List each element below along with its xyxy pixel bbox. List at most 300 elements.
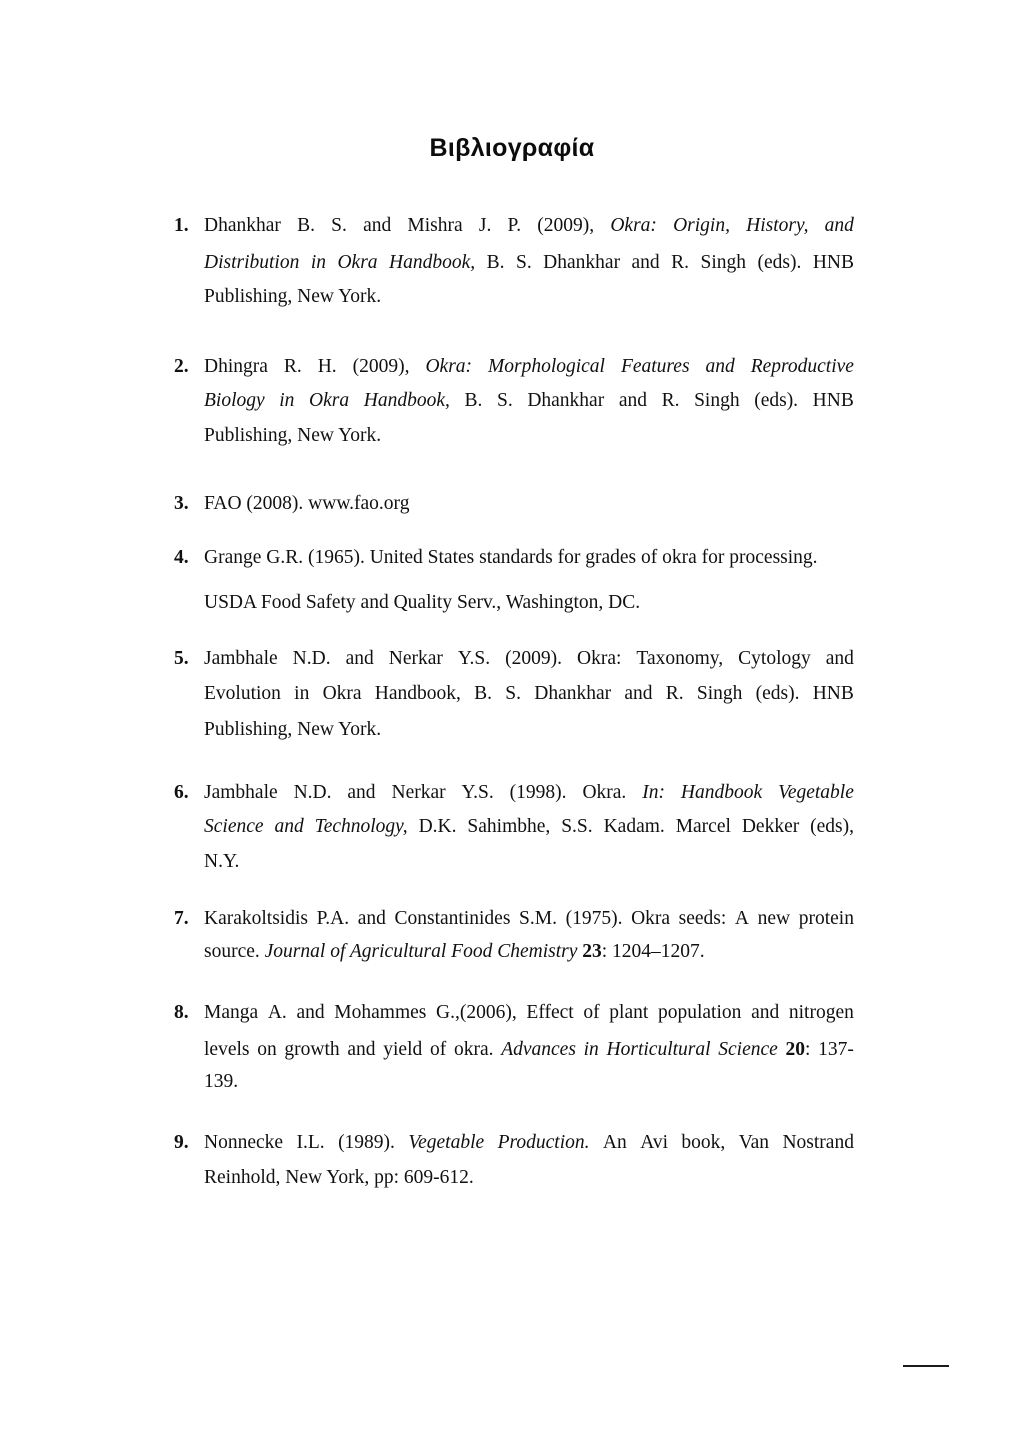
reference-text: of	[429, 1039, 447, 1060]
reference-text: : 1204–1207.	[601, 941, 705, 962]
reference-word	[474, 679, 492, 709]
reference-text: (2009).	[505, 648, 562, 669]
italic-title-text: Journal of Agricultural Food Chemistry	[264, 941, 578, 962]
reference-text: book,	[681, 1132, 726, 1153]
reference-word	[621, 352, 690, 382]
reference-word	[671, 248, 689, 278]
reference-word	[751, 352, 854, 382]
reference-text: R.	[661, 390, 680, 411]
reference-text: A	[734, 908, 750, 929]
reference-word	[323, 679, 362, 709]
italic-title-text: Okra	[337, 252, 378, 273]
reference-word	[294, 679, 309, 709]
reference-word	[607, 1035, 711, 1065]
reference-word	[526, 998, 573, 1028]
reference-word	[505, 679, 521, 709]
reference-word	[257, 1035, 277, 1065]
reference-line	[204, 679, 854, 709]
reference-word	[204, 904, 308, 934]
reference-line	[204, 715, 854, 745]
reference-text: R.	[283, 356, 302, 377]
reference-word	[419, 812, 457, 842]
italic-title-text: and	[824, 215, 854, 236]
reference-text: Manga	[204, 1002, 259, 1023]
reference-text: HNB	[812, 683, 854, 704]
reference-word	[543, 248, 620, 278]
reference-word	[561, 812, 592, 842]
reference-text: P.A.	[316, 908, 350, 929]
reference-word	[204, 352, 268, 382]
reference-text: Okra	[322, 683, 362, 704]
reference-line	[204, 352, 854, 382]
reference-word	[347, 1035, 375, 1065]
reference-text: Taxonomy,	[636, 648, 724, 669]
reference-text: D.K.	[418, 816, 457, 837]
reference-word	[331, 211, 347, 241]
reference-word	[347, 778, 375, 808]
reference-word	[577, 644, 621, 674]
reference-word	[619, 386, 647, 416]
reference-number: 5.	[174, 648, 189, 669]
reference-text: Mohammes	[334, 1002, 427, 1023]
reference-word	[758, 248, 802, 278]
reference-text: and	[751, 1002, 780, 1023]
reference-text: 139.	[204, 1071, 239, 1092]
reference-text: Okra	[631, 908, 671, 929]
reference-text: (1975).	[565, 908, 623, 929]
reference-number: 4.	[174, 547, 189, 568]
reference-text: Evolution	[204, 683, 281, 704]
reference-text: Handbook,	[374, 683, 461, 704]
reference-text: on	[257, 1039, 277, 1060]
reference-word	[813, 248, 854, 278]
reference-word	[666, 679, 684, 709]
reference-text: S.	[331, 215, 347, 236]
reference-text: Van	[738, 1132, 770, 1153]
reference-word	[204, 1128, 283, 1158]
reference-line	[204, 421, 854, 451]
italic-title-text: in	[310, 252, 326, 273]
reference-word	[662, 386, 680, 416]
reference-word	[624, 679, 652, 709]
reference-text: Dhankhar	[534, 683, 612, 704]
reference-word	[782, 1128, 854, 1158]
reference-number: 3.	[174, 493, 189, 514]
reference-line	[204, 386, 854, 416]
reference-word	[786, 1035, 811, 1065]
reference-word	[582, 778, 626, 808]
reference-word	[391, 778, 445, 808]
reference-word	[701, 248, 747, 278]
italic-title-text: Features	[620, 356, 690, 377]
reference-text: Avi	[640, 1132, 668, 1153]
reference-word	[516, 248, 532, 278]
reference-text: I.L.	[296, 1132, 325, 1153]
italic-title-text: in	[279, 390, 295, 411]
reference-text: B.	[474, 683, 493, 704]
reference-text: N.Y.	[204, 851, 240, 872]
reference-word	[487, 248, 505, 278]
reference-text: (2009),	[537, 215, 595, 236]
reference-word	[705, 352, 734, 382]
reference-word	[204, 998, 258, 1028]
reference-text: and	[631, 252, 660, 273]
reference-word	[346, 644, 374, 674]
reference-word	[454, 1035, 494, 1065]
reference-text: 137-	[818, 1039, 854, 1060]
reference-text: Okra.	[582, 782, 627, 803]
reference-text: Okra:	[577, 648, 622, 669]
reference-text: (1989).	[338, 1132, 395, 1153]
reference-word	[519, 904, 557, 934]
reference-text: in	[294, 683, 310, 704]
italic-title-text: Handbook,	[363, 390, 450, 411]
reference-word	[604, 812, 665, 842]
reference-word	[642, 778, 665, 808]
reference-text: B.	[297, 215, 315, 236]
reference-text: Publishing, New York.	[204, 425, 382, 446]
italic-title-text: Okra:	[610, 215, 657, 236]
reference-word	[758, 904, 791, 934]
reference-word	[408, 1128, 484, 1158]
reference-word	[508, 211, 522, 241]
reference-word	[389, 248, 475, 278]
reference-word	[510, 778, 567, 808]
reference-text: A.	[267, 1002, 287, 1023]
reference-word	[813, 386, 854, 416]
reference-word	[284, 352, 302, 382]
reference-number: 8.	[174, 1002, 189, 1023]
reference-text: Singh	[700, 252, 747, 273]
reference-word	[204, 812, 264, 842]
reference-word	[505, 644, 562, 674]
reference-text: FAO (2008). www.fao.org	[204, 493, 410, 514]
reference-word	[799, 904, 854, 934]
reference-text: (2009),	[352, 356, 410, 377]
reference-text: 23	[577, 941, 602, 962]
reference-word	[681, 778, 762, 808]
reference-word	[534, 679, 611, 709]
reference-text: and	[345, 648, 374, 669]
reference-word	[204, 248, 299, 278]
reference-word	[584, 1035, 599, 1065]
reference-text: new	[757, 908, 791, 929]
reference-text: growth	[284, 1039, 340, 1060]
reference-word	[718, 1035, 778, 1065]
reference-text: N.D.	[293, 782, 332, 803]
reference-line	[204, 1035, 854, 1065]
reference-word	[375, 679, 461, 709]
reference-word	[658, 998, 741, 1028]
italic-title-text: History,	[746, 215, 809, 236]
reference-word	[789, 998, 854, 1028]
reference-word	[818, 1035, 854, 1065]
reference-text: levels	[204, 1039, 250, 1060]
italic-title-text: Vegetable	[778, 782, 854, 803]
reference-text: S.S.	[561, 816, 593, 837]
reference-word	[296, 1128, 324, 1158]
reference-word	[479, 211, 491, 241]
reference-text: (eds),	[810, 816, 854, 837]
italic-title-text: Morphological	[487, 356, 605, 377]
reference-text: Y.S.	[457, 648, 491, 669]
reference-text: seeds:	[678, 908, 727, 929]
reference-text: Constantinides	[394, 908, 511, 929]
reference-line	[204, 644, 854, 674]
reference-word	[631, 904, 670, 934]
reference-number: 7.	[174, 908, 189, 929]
reference-word	[204, 386, 265, 416]
reference-text: Dhankhar	[527, 390, 605, 411]
reference-word	[204, 644, 278, 674]
reference-text: Jambhale	[204, 648, 278, 669]
reference-word	[318, 352, 337, 382]
reference-text: plant	[609, 1002, 649, 1023]
reference-text: and	[357, 908, 386, 929]
reference-number: 9.	[174, 1132, 189, 1153]
reference-text: source.	[204, 941, 265, 962]
reference-word	[358, 904, 386, 934]
reference-word	[826, 644, 854, 674]
reference-line	[204, 211, 854, 241]
reference-word	[739, 1128, 769, 1158]
italic-title-text: Okra	[309, 390, 350, 411]
reference-word	[527, 386, 604, 416]
reference-text: Nerkar	[391, 782, 446, 803]
italic-title-text: Science	[204, 816, 264, 837]
reference-line	[204, 282, 854, 312]
reference-line	[204, 588, 854, 618]
reference-word	[353, 352, 410, 382]
reference-text: of	[583, 1002, 600, 1023]
italic-title-text: Vegetable	[408, 1132, 485, 1153]
reference-text: okra.	[453, 1039, 494, 1060]
reference-line	[204, 812, 854, 842]
italic-title-text: Advances	[501, 1039, 576, 1060]
reference-text: and	[618, 390, 647, 411]
italic-title-text: Handbook	[680, 782, 763, 803]
reference-word	[296, 998, 324, 1028]
reference-text: population	[657, 1002, 742, 1023]
reference-text: USDA Food Safety and Quality Serv., Washington, DC.	[204, 592, 641, 613]
reference-word	[274, 812, 303, 842]
reference-text: S.	[505, 683, 521, 704]
reference-word	[430, 1035, 446, 1065]
reference-word	[389, 644, 443, 674]
reference-word	[315, 812, 408, 842]
reference-number: 6.	[174, 782, 189, 803]
reference-word	[338, 1128, 395, 1158]
reference-text: Dekker	[741, 816, 800, 837]
italic-title-text: Okra:	[425, 356, 473, 377]
italic-title-text: Origin,	[673, 215, 730, 236]
reference-word	[751, 998, 779, 1028]
reference-word	[825, 211, 854, 241]
reference-word	[756, 679, 800, 709]
reference-text: G.,(2006),	[436, 1002, 517, 1023]
reference-word	[694, 386, 740, 416]
italic-title-text: Handbook,	[389, 252, 476, 273]
reference-text: (eds).	[755, 683, 800, 704]
reference-text: Publishing, New York.	[204, 719, 382, 740]
reference-word	[566, 904, 623, 934]
reference-text: Nonnecke	[204, 1132, 284, 1153]
reference-text: Kadam.	[603, 816, 665, 837]
italic-title-text: Science	[718, 1039, 778, 1060]
reference-word	[337, 248, 377, 278]
reference-text: R.	[671, 252, 690, 273]
reference-word	[603, 1128, 627, 1158]
reference-word	[497, 386, 513, 416]
reference-text: nitrogen	[788, 1002, 854, 1023]
reference-word	[334, 998, 426, 1028]
reference-text: Jambhale	[204, 782, 278, 803]
italic-title-text: and	[705, 356, 735, 377]
page-title: Βιβλιογραφία	[429, 134, 595, 162]
reference-word	[395, 904, 511, 934]
reference-text: and	[296, 1002, 325, 1023]
reference-line	[204, 998, 854, 1028]
reference-text: (eds).	[757, 252, 802, 273]
reference-text: B.	[486, 252, 505, 273]
reference-word	[640, 1128, 668, 1158]
reference-word	[778, 778, 854, 808]
reference-text: Mishra	[407, 215, 463, 236]
reference-line	[204, 937, 854, 967]
reference-text: Nostrand	[782, 1132, 854, 1153]
reference-line	[204, 248, 854, 278]
reference-word	[679, 904, 727, 934]
reference-text: B.	[464, 390, 483, 411]
italic-title-text: and	[274, 816, 304, 837]
reference-text: Dhankhar	[204, 215, 281, 236]
reference-word	[609, 998, 648, 1028]
reference-word	[293, 644, 331, 674]
italic-title-text: Technology,	[314, 816, 408, 837]
italic-title-text: Biology	[204, 390, 265, 411]
reference-text: Sahimbhe,	[467, 816, 551, 837]
reference-word	[407, 211, 462, 241]
footer-rule	[903, 1365, 949, 1367]
reference-text: Y.S.	[461, 782, 494, 803]
italic-title-text: Horticultural	[606, 1039, 711, 1060]
reference-word	[204, 1035, 249, 1065]
reference-text: (eds).	[754, 390, 799, 411]
reference-word	[676, 812, 731, 842]
reference-text: Grange G.R. (1965). United States standards for grades of okra for processing.	[204, 547, 818, 568]
reference-text: N.D.	[292, 648, 331, 669]
italic-title-text: Reproductive	[750, 356, 854, 377]
reference-word	[498, 1128, 590, 1158]
reference-text: Nerkar	[388, 648, 443, 669]
reference-text: and	[363, 215, 392, 236]
italic-title-text: Production.	[497, 1132, 590, 1153]
reference-word	[311, 248, 326, 278]
reference-text: S.	[515, 252, 532, 273]
reference-line	[204, 778, 854, 808]
reference-word	[309, 386, 349, 416]
reference-word	[462, 778, 494, 808]
reference-text: Marcel	[675, 816, 731, 837]
reference-word	[810, 812, 854, 842]
reference-text: and	[347, 782, 376, 803]
reference-word	[284, 1035, 339, 1065]
reference-word	[204, 778, 278, 808]
reference-word	[537, 211, 594, 241]
italic-title-text: Distribution	[204, 252, 300, 273]
reference-word	[697, 679, 743, 709]
reference-word	[681, 1128, 725, 1158]
reference-text: (1998).	[509, 782, 567, 803]
reference-text: Singh	[696, 683, 743, 704]
reference-word	[636, 644, 723, 674]
reference-word	[458, 644, 490, 674]
reference-line	[204, 1128, 854, 1158]
reference-word	[467, 812, 550, 842]
reference-word	[673, 211, 730, 241]
reference-number: 1.	[174, 215, 189, 236]
reference-text: Dhingra	[204, 356, 268, 377]
reference-word	[436, 998, 517, 1028]
reference-line	[204, 1067, 854, 1097]
reference-line	[204, 543, 854, 573]
reference-number: 2.	[174, 356, 189, 377]
reference-word	[363, 211, 391, 241]
reference-word	[464, 386, 482, 416]
reference-word	[383, 1035, 422, 1065]
reference-text: J.	[478, 215, 492, 236]
reference-text: Reinhold, New York, pp: 609-612.	[204, 1167, 474, 1188]
reference-word	[501, 1035, 576, 1065]
reference-text: 20	[785, 1039, 806, 1060]
reference-word	[738, 644, 811, 674]
reference-text: Singh	[694, 390, 740, 411]
reference-text: and	[825, 648, 854, 669]
reference-line	[204, 847, 854, 877]
reference-text: Effect	[526, 1002, 574, 1023]
reference-line	[204, 904, 854, 934]
reference-word	[204, 679, 281, 709]
reference-word	[294, 778, 332, 808]
reference-text: and	[624, 683, 653, 704]
reference-text: Publishing, New York.	[204, 286, 382, 307]
reference-word	[425, 352, 472, 382]
reference-text: P.	[507, 215, 522, 236]
reference-text: Cytology	[738, 648, 811, 669]
reference-text: An	[602, 1132, 627, 1153]
italic-title-text: In:	[642, 782, 665, 803]
italic-title-text: in	[583, 1039, 599, 1060]
reference-line	[204, 1163, 854, 1193]
reference-word	[735, 904, 749, 934]
reference-text: protein	[798, 908, 854, 929]
reference-word	[610, 211, 657, 241]
reference-word	[204, 211, 281, 241]
reference-line	[204, 489, 854, 519]
reference-text: Dhankhar	[543, 252, 621, 273]
reference-text: yield	[383, 1039, 423, 1060]
reference-text: S.	[496, 390, 513, 411]
reference-text: and	[347, 1039, 376, 1060]
reference-text: S.M.	[519, 908, 557, 929]
reference-text: H.	[317, 356, 337, 377]
reference-word	[268, 998, 287, 1028]
reference-text: Karakoltsidis	[204, 908, 308, 929]
reference-text: HNB	[812, 252, 854, 273]
reference-word	[488, 352, 605, 382]
reference-word	[297, 211, 315, 241]
reference-word	[364, 386, 450, 416]
